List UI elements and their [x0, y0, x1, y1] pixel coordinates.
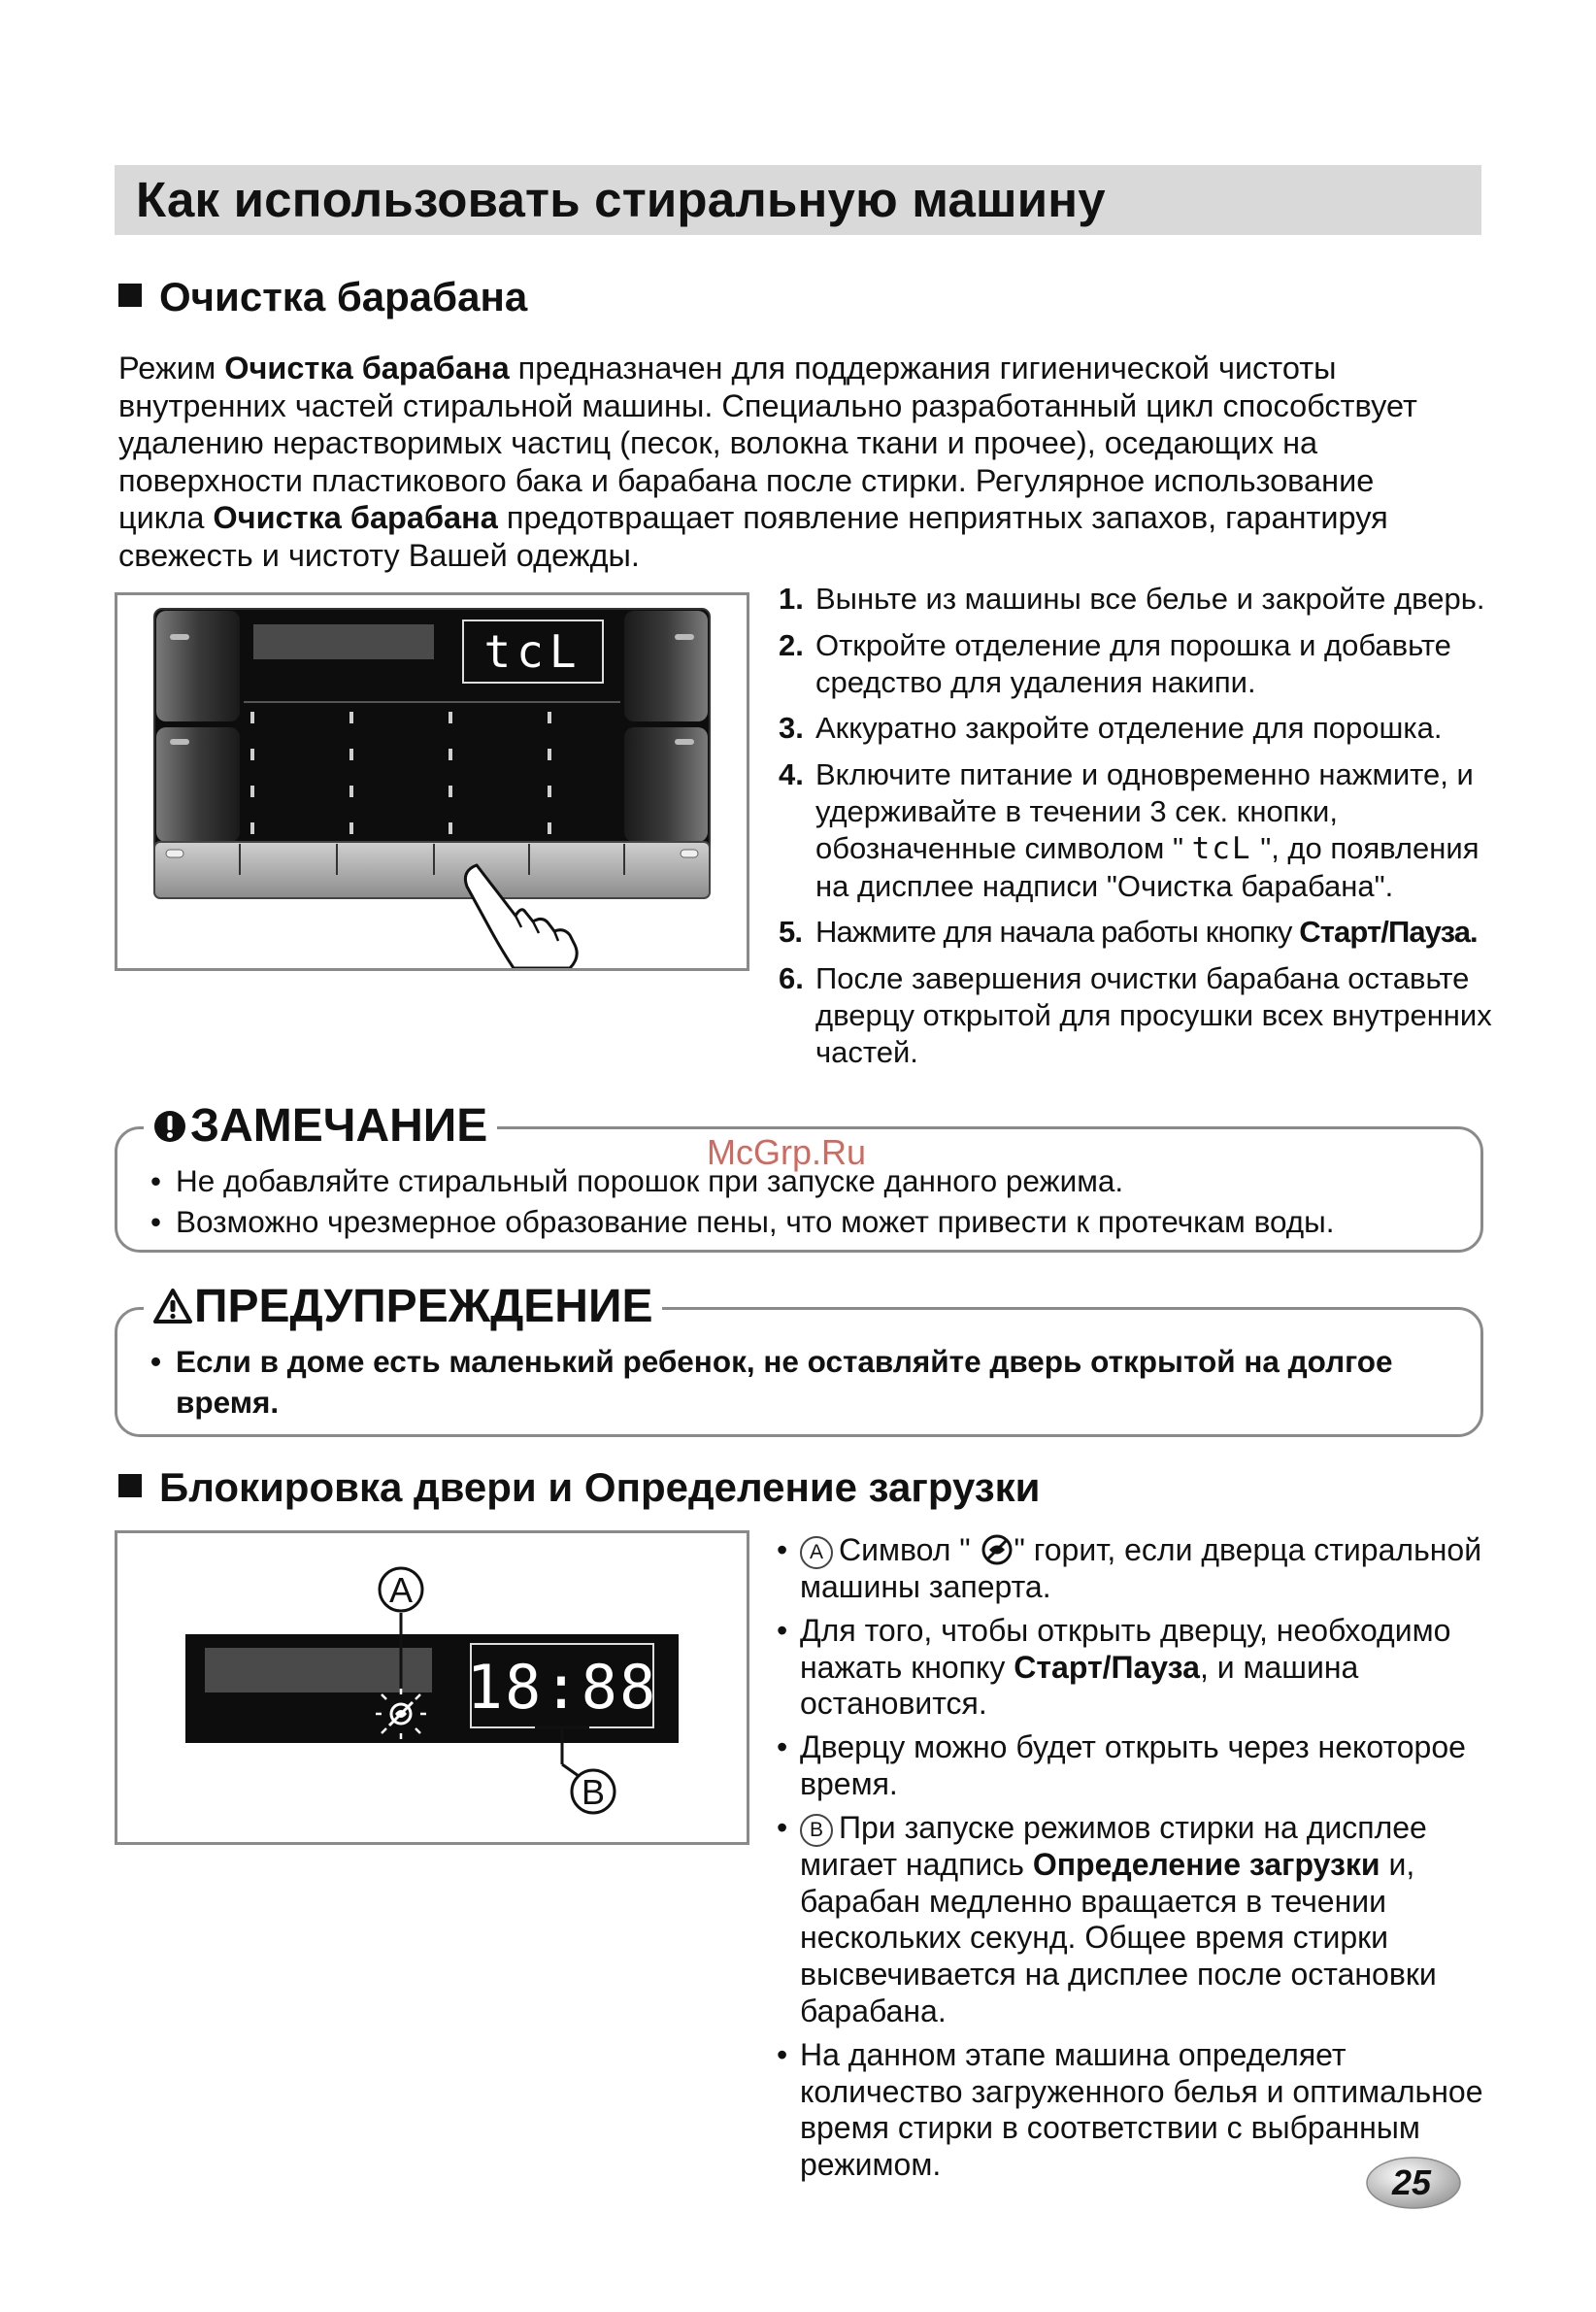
- page-title-bar: [115, 165, 1481, 235]
- warning-item: • Если в доме есть маленький ребенок, не оставляйте дверь открытой на долгое время.: [141, 1341, 1403, 1423]
- lock-display-figure: [115, 1530, 749, 1845]
- circle-b-marker: B: [800, 1814, 833, 1847]
- lock-display-illustration: [117, 1533, 747, 1842]
- door-lock-item: • B При запуске режимов стирки на дисплее мигает надпись Определение загрузки и, барабан медленно вращается в течении нескольких секунд. Общее время стирки высвечивается на дисплее после остановки барабана.: [777, 1810, 1495, 2030]
- intro-line: Режим Очистка барабана предназначен для поддержания гигиенической чистоты: [118, 351, 1337, 385]
- door-lock-list: [777, 1532, 1495, 2191]
- door-lock-item: • На данном этапе машина определяет количество загруженного белья и оптимальное время стирки в соответствии с выбранным режимом.: [777, 2037, 1495, 2184]
- time-display-text: 18:88: [466, 1652, 658, 1723]
- step-item: 1. Выньте из машины все белье и закройте дверь.: [779, 582, 1485, 616]
- control-panel-illustration: [117, 595, 747, 968]
- page-number: 25: [1391, 2162, 1432, 2202]
- door-lock-heading: [118, 1464, 1040, 1511]
- exclamation-circle-icon: [153, 1110, 186, 1143]
- step-item: 5. Нажмите для начала работы кнопку Старт/Пауза.: [779, 915, 1478, 950]
- intro-line: свежесть и чистоту Вашей одежды.: [118, 537, 640, 573]
- note-title: ЗАМЕЧАНИЕ: [144, 1101, 497, 1152]
- square-bullet-icon: [118, 1474, 142, 1497]
- note-item: • Не добавляйте стиральный порошок при запуске данного режима.: [141, 1160, 1461, 1201]
- callout-b-label: B: [581, 1772, 606, 1812]
- door-lock-item: • Дверцу можно будет открыть через некоторое время.: [777, 1729, 1495, 1803]
- door-lock-icon: [980, 1533, 1014, 1566]
- step-item: 3. Аккуратно закройте отделение для порошка.: [779, 711, 1443, 746]
- intro-line: цикла Очистка барабана предотвращает появление неприятных запахов, гарантируя: [118, 500, 1388, 536]
- watermark: McGrp.Ru: [707, 1132, 867, 1172]
- control-panel-figure: [115, 592, 749, 971]
- step-item: 2. Откройте отделение для порошка и добавьте средство для удаления накипи.: [779, 627, 1451, 699]
- circle-a-marker: A: [800, 1536, 833, 1569]
- warning-title: ПРЕДУПРЕЖДЕНИЕ: [144, 1282, 662, 1332]
- intro-line: внутренних частей стиральной машины. Специально разработанный цикл способствует: [118, 387, 1417, 423]
- door-lock-item: • A Символ " " горит, если дверца стиральной машины заперта.: [777, 1532, 1495, 1606]
- square-bullet-icon: [118, 284, 142, 307]
- step-item: 4. Включите питание и одновременно нажмите, и удерживайте в течении 3 сек. кнопки, обозначенные символом " tcL ", до появления на дисплее надписи "Очистка барабана".: [779, 757, 1480, 903]
- door-lock-heading-text: Блокировка двери и Определение загрузки: [159, 1464, 1041, 1510]
- intro-line: поверхности пластикового бака и барабана после стирки. Регулярное использование: [118, 462, 1375, 498]
- tcl-symbol: tcL: [1191, 830, 1252, 866]
- step-item: 6. После завершения очистки барабана оставьте дверцу открытой для просушки всех внутренних частей.: [779, 961, 1492, 1069]
- drum-clean-heading: [118, 274, 527, 320]
- page-title: Как использовать стиральную машину: [136, 172, 1106, 227]
- warning-triangle-icon: [153, 1289, 192, 1324]
- warning-list: [141, 1341, 1403, 1423]
- note-item: • Возможно чрезмерное образование пены, что может привести к протечкам воды.: [141, 1201, 1461, 1242]
- door-lock-item: • Для того, чтобы открыть дверцу, необходимо нажать кнопку Старт/Пауза, и машина остановится.: [777, 1613, 1495, 1723]
- callout-a-label: A: [388, 1570, 414, 1610]
- drum-clean-heading-text: Очистка барабана: [159, 274, 528, 319]
- drum-clean-steps: [777, 581, 1514, 1081]
- intro-line: удалению нерастворимых частиц (песок, волокна ткани и прочее), оседающих на: [118, 425, 1318, 461]
- page-number-badge: [1359, 2146, 1466, 2214]
- drum-clean-intro: [118, 350, 1497, 575]
- tcl-display-text: tcL: [483, 625, 582, 678]
